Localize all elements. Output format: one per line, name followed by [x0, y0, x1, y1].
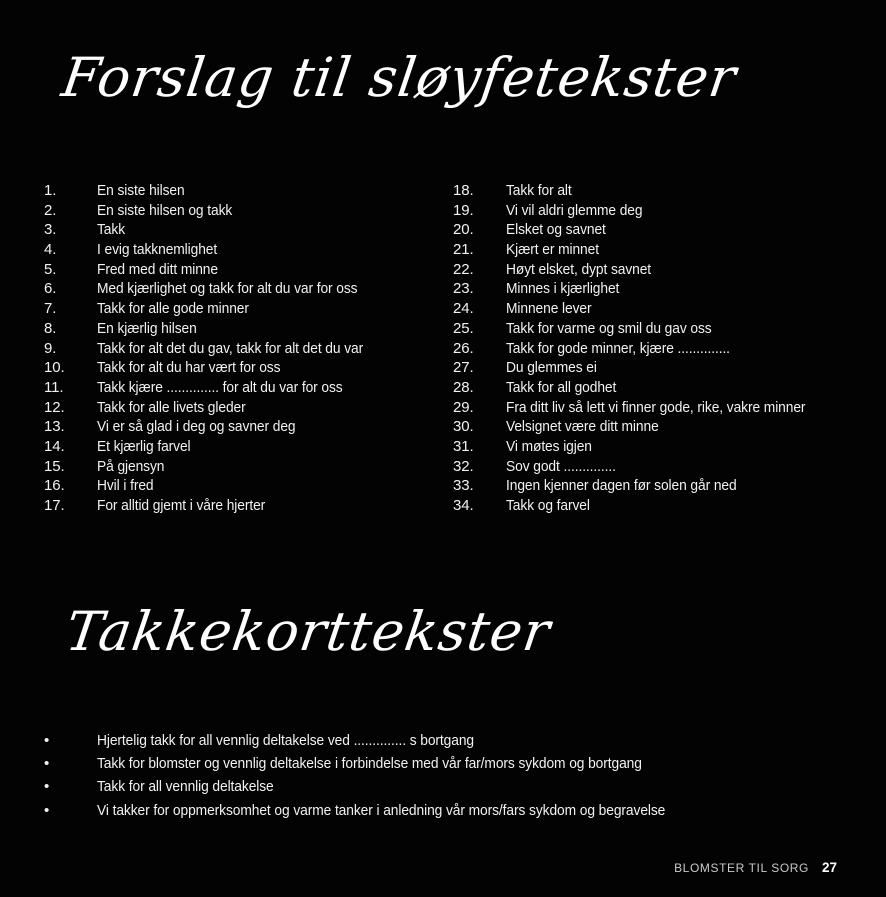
list-item: [44, 181, 386, 201]
item-text: Vi er så glad i deg og savner deg: [97, 418, 296, 436]
item-text: Fred med ditt minne: [97, 260, 218, 278]
list-item: [44, 457, 386, 477]
item-number: 17.: [44, 497, 65, 514]
item-text: Hjertelig takk for all vennlig deltakelse ved .............. s bortgang: [97, 732, 474, 749]
item-number: 2.: [44, 201, 57, 219]
item-number: 18.: [453, 182, 474, 199]
item-number: 6.: [44, 280, 57, 298]
item-text: En siste hilsen og takk: [97, 201, 233, 219]
item-number: 5.: [44, 260, 57, 278]
list-item: [453, 417, 831, 437]
thank-you-cards-heading: Takkekorttekster: [62, 600, 555, 663]
item-number: 26.: [453, 339, 474, 357]
page-footer: [674, 860, 837, 875]
item-text: Minnene lever: [506, 300, 592, 318]
list-item: [453, 240, 831, 260]
item-number: 11.: [44, 378, 64, 396]
bow-texts-heading: Forslag til sløyfetekster: [58, 46, 741, 109]
list-item: [453, 378, 831, 398]
list-item: [44, 378, 386, 398]
item-number: 7.: [44, 300, 57, 318]
item-number: 14.: [44, 437, 65, 455]
item-text: En siste hilsen: [97, 182, 185, 199]
list-item: [44, 279, 386, 299]
bow-texts-list-right: [453, 181, 831, 516]
item-text: For alltid gjemt i våre hjerter: [97, 497, 266, 514]
item-text: Med kjærlighet og takk for alt du var for oss: [97, 280, 358, 298]
list-item: [453, 339, 831, 359]
item-number: 23.: [453, 280, 474, 298]
bullet-icon: •: [44, 801, 50, 819]
list-item: [453, 260, 831, 280]
item-text: Vi takker for oppmerksomhet og varme tanker i anledning vår mors/fars sykdom og begravelse: [97, 801, 666, 819]
item-number: 3.: [44, 221, 57, 239]
list-item: [44, 319, 386, 339]
item-number: 34.: [453, 497, 474, 514]
list-item: [44, 752, 715, 775]
item-text: Et kjærlig farvel: [97, 437, 191, 455]
bullet-icon: •: [44, 732, 50, 749]
item-text: Ingen kjenner dagen før solen går ned: [506, 477, 737, 495]
item-text: Takk: [97, 221, 126, 239]
list-item: [44, 220, 386, 240]
list-item: [453, 319, 831, 339]
item-number: 28.: [453, 378, 474, 396]
item-text: Takk for alt: [506, 182, 572, 199]
item-number: 1.: [44, 182, 57, 199]
footer-section-label: BLOMSTER TIL SORG: [674, 861, 809, 875]
list-item: [453, 220, 831, 240]
item-text: Takk kjære .............. for alt du var for oss: [97, 378, 343, 396]
item-number: 10.: [44, 359, 65, 377]
item-text: Takk for varme og smil du gav oss: [506, 319, 712, 337]
item-text: Takk for all vennlig deltakelse: [97, 778, 274, 796]
item-number: 8.: [44, 319, 57, 337]
list-item: [44, 437, 386, 457]
item-text: Fra ditt liv så lett vi finner gode, rike, vakre minner: [506, 398, 806, 416]
item-number: 19.: [453, 201, 474, 219]
item-number: 29.: [453, 398, 474, 416]
item-text: Takk for alt du har vært for oss: [97, 359, 281, 377]
list-item: [44, 398, 386, 418]
list-item: [453, 181, 831, 201]
list-item: [44, 299, 386, 319]
list-item: [453, 398, 831, 418]
item-number: 30.: [453, 418, 474, 436]
item-text: Vi vil aldri glemme deg: [506, 201, 643, 219]
item-number: 31.: [453, 437, 474, 455]
list-item: [44, 240, 386, 260]
list-item: [44, 799, 715, 822]
item-number: 4.: [44, 241, 57, 259]
item-number: 22.: [453, 260, 474, 278]
list-item: [44, 358, 386, 378]
list-item: [453, 279, 831, 299]
item-number: 32.: [453, 457, 474, 475]
item-number: 27.: [453, 359, 474, 377]
item-text: Kjært er minnet: [506, 241, 599, 259]
list-item: [44, 496, 386, 516]
item-text: Vi møtes igjen: [506, 437, 592, 455]
bow-texts-list-left: [44, 181, 386, 516]
item-number: 33.: [453, 477, 474, 495]
page-number: 27: [821, 860, 837, 875]
item-text: Takk for blomster og vennlig deltakelse i forbindelse med vår far/mors sykdom og bortgang: [97, 755, 642, 773]
item-text: Du glemmes ei: [506, 359, 597, 377]
list-item: [44, 201, 386, 221]
item-text: Takk for alle livets gleder: [97, 398, 246, 416]
item-number: 24.: [453, 300, 474, 318]
item-text: I evig takknemlighet: [97, 241, 218, 259]
list-item: [44, 476, 386, 496]
list-item: [44, 339, 386, 359]
item-text: Hvil i fred: [97, 477, 154, 495]
item-text: Velsignet være ditt minne: [506, 418, 659, 436]
list-item: [453, 201, 831, 221]
item-number: 20.: [453, 221, 474, 239]
bullet-icon: •: [44, 755, 50, 773]
item-text: Takk og farvel: [506, 497, 590, 514]
item-number: 21.: [453, 241, 474, 259]
item-number: 16.: [44, 477, 65, 495]
item-number: 13.: [44, 418, 65, 436]
list-item: [453, 299, 831, 319]
item-number: 15.: [44, 457, 65, 475]
list-item: [44, 417, 386, 437]
item-text: Takk for all godhet: [506, 378, 617, 396]
list-item: [453, 457, 831, 477]
bullet-icon: •: [44, 778, 50, 796]
list-item: [44, 729, 715, 752]
item-text: På gjensyn: [97, 457, 165, 475]
list-item: [453, 496, 831, 516]
item-number: 9.: [44, 339, 57, 357]
item-text: Høyt elsket, dypt savnet: [506, 260, 652, 278]
item-number: 12.: [44, 398, 65, 416]
item-text: Elsket og savnet: [506, 221, 606, 239]
thank-you-card-list: [44, 729, 715, 822]
list-item: [453, 358, 831, 378]
item-text: Takk for alle gode minner: [97, 300, 249, 318]
item-number: 25.: [453, 319, 474, 337]
list-item: [44, 260, 386, 280]
item-text: Takk for gode minner, kjære ..............: [506, 339, 730, 357]
list-item: [453, 476, 831, 496]
item-text: Takk for alt det du gav, takk for alt det du var: [97, 339, 364, 357]
item-text: Sov godt ..............: [506, 457, 616, 475]
list-item: [453, 437, 831, 457]
item-text: En kjærlig hilsen: [97, 319, 197, 337]
item-text: Minnes i kjærlighet: [506, 280, 620, 298]
list-item: [44, 775, 715, 798]
